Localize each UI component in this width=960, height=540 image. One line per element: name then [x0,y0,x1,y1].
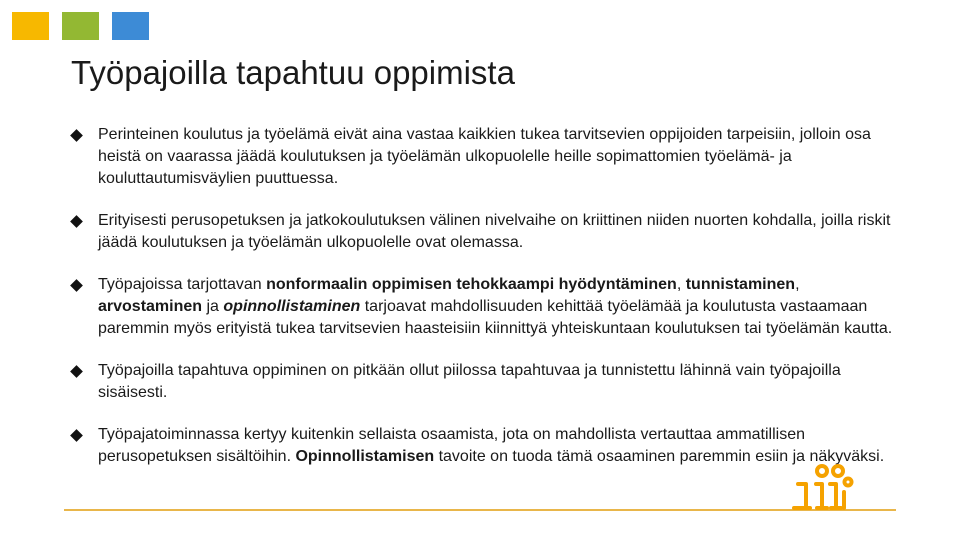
bullet-text: Työpajoissa tarjottavan [98,276,267,293]
bullet-item [70,274,900,340]
footer-divider [64,509,896,511]
bullet-emphasis-text: tunnistaminen [685,276,796,293]
bullet-item [70,360,900,404]
bullet-emphasis-text: arvostaminen [98,298,203,315]
green-square-decoration [62,12,99,40]
bullet-list [70,124,900,488]
bullet-emphasis-text: nonformaalin oppimisen tehokkaampi hyödyntäminen [266,276,677,293]
bullet-text: Erityisesti perusopetuksen ja jatkokoulutuksen välinen nivelvaihe on kriittinen niiden nuorten kohdalla, joilla riskit jäädä koulutuksen ja työelämän ulkopuolelle ovat olemassa. [98,212,891,251]
diamond-bullet-icon [70,429,83,442]
bullet-text: , [676,276,686,293]
bullet-emphasis-text: opinnollistaminen [223,298,361,315]
diamond-bullet-icon [70,365,83,378]
bullet-emphasis-text: Opinnollistamisen [295,448,435,465]
bullet-item [70,424,900,468]
diamond-bullet-icon [70,215,83,228]
bullet-text: Työpajatoiminnassa kertyy kuitenkin sellaista osaamista, jota on mahdollista vertauttaa ammatillisen perusopetuksen sisältöihin. [98,426,806,465]
bullet-text: , [795,276,800,293]
bullet-text: tarjoavat mahdollisuuden kehittää työelämää ja koulutusta vastaamaan paremmin myös erityistä tukea tarvitsevien haasteisiin kiinnittyä yhteiskuntaan koulutuksen tai työelämän kautta. [98,298,893,337]
bullet-text: ja [202,298,224,315]
slide-title: Työpajoilla tapahtuu oppimista [71,54,515,91]
blue-square-decoration [112,12,149,40]
bullet-item [70,210,900,254]
diamond-bullet-icon [70,129,83,142]
diamond-bullet-icon [70,279,83,292]
bullet-text: tavoite on tuoda tämä osaaminen paremmin esiin ja näkyväksi. [434,448,885,465]
bullet-text: Perinteinen koulutus ja työelämä eivät aina vastaa kaikkien tukea tarvitsevien oppijoiden tarpeisiin, jolloin osa heistä on vaarassa jäädä koulutuksen ja työelämän ulkopuolelle heille sopimattomien työelämä- ja kouluttautumisväylien puuttuessa. [98,126,871,187]
yellow-square-decoration [12,12,49,40]
people-logo-icon [790,464,856,512]
bullet-text: Työpajoilla tapahtuva oppiminen on pitkään ollut piilossa tapahtuvaa ja tunnistettu lähinnä vain työpajoilla sisäisesti. [98,362,841,401]
bullet-item [70,124,900,190]
